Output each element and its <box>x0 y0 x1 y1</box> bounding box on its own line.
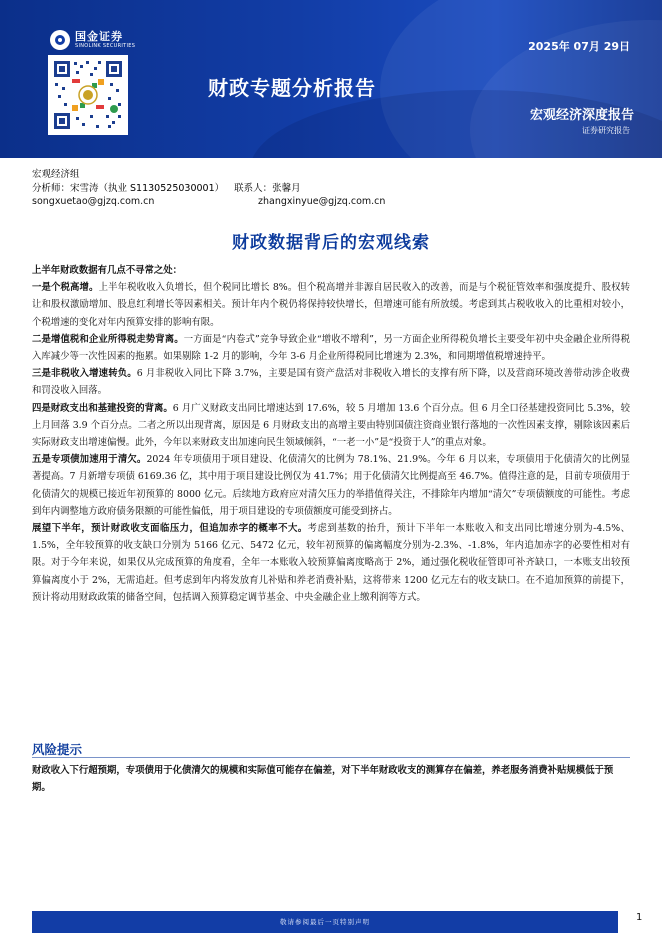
author-block <box>32 168 301 196</box>
paragraph-lead: 二是增值税和企业所得税走势背离。 <box>32 333 184 345</box>
contact-email[interactable]: zhangxinyue@gjzq.com.cn <box>258 196 386 207</box>
paragraph-text: 上半年税收收入负增长，但个税同比增长 8%。但个税高增并非源自居民收入的改善，而是与个税征管效率和强度提升、股权转让和股权激励增加、股息红利增长等因素相关。预计年内个税仍将保持较快增长，但增速可能有所放缓。考虑到其占税收收入的比重相对较小，个税增速的变化对年内预算安排的影响有限。 <box>32 282 630 328</box>
paragraph-text: 考虑到基数的抬升，预计下半年一本账收入和支出同比增速分别为-4.5%、1.5%，全年较预算的收支缺口分别为 5166 亿元、5472 亿元，较年初预算的偏离幅度分别为-2.3%、-1.8%，年内追加赤字的必要性相对有限。对于今年来说，如果仅从完成预算的角度看，全年一本账收入较预算偏离度略高于 2%，通过强化税收征管即可补齐缺口，一本账支出较预算偏离度小于 2%，无需追赶。但考虑到年内将发放育儿补贴和养老消费补贴，这将带来 1200 亿元左右的收支缺口。在不追加预算的前提下，预计将动用财政政策的储备空间，包括调入预算稳定调节基金、中央金融企业上缴利润等方式。 <box>32 523 630 603</box>
contact-info: 联系人：张馨月 <box>234 183 301 194</box>
paragraph-text: 6 月广义财政支出同比增速达到 17.6%，较 5 月增加 13.6 个百分点。但 6 月全口径基建投资同比 5.3%，较上月回落 3.9 个百分点。二者之所以出现背离，原因是 6 月财政支出的高增主要由特别国债注资商业银行落地的一次性因素支撑，剔除该因素后实际财政支出增速偏慢。此外，今年以来财政支出加速向民生领域倾斜，“一老一小”是“投资于人”的重点对象。 <box>32 402 630 449</box>
report-series: 宏观经济深度报告 <box>529 108 634 123</box>
risk-text: 财政收入下行超预期，专项债用于化债清欠的规模和实际值可能存在偏差，对下半年财政收支的测算存在偏差，养老服务消费补贴规模低于预期。 <box>32 765 614 793</box>
report-date: 2025年 07月 29日 <box>528 40 630 53</box>
risk-heading: 风险提示 <box>32 742 83 757</box>
page-number: 1 <box>636 912 643 923</box>
header-banner <box>0 0 662 158</box>
analyst-email[interactable]: songxuetao@gjzq.com.cn <box>32 196 155 207</box>
summary-body <box>32 262 630 606</box>
summary-intro: 上半年财政数据有几点不寻常之处： <box>32 265 183 276</box>
report-category: 证券研究报告 <box>582 126 630 135</box>
summary-paragraph <box>32 365 630 399</box>
logo-icon <box>50 30 70 50</box>
paragraph-text: 2024 年专项债用于项目建设、化债清欠的比例为 78.1%、21.9%。今年 6 月以来，专项债用于化债清欠的比例显著提高。7 月新增专项债 6169.36 亿，其中用于项目建设比例仅为 41.7%；用于化债清欠比例提高至 46.7%。值得注意的是，目前专项债用于化债清欠的规模已接近年初预算的 8000 亿元。后续地方政府应对清欠压力的举措值得关注，不排除年内增加“清欠”专项债额度的可能性。考虑到年内调整地方政府债务限额的可能性偏低，用于项目建设的专项债额度可能受到挤占。 <box>32 454 630 517</box>
paragraph-text: 一方面是“内卷式”竞争导致企业“增收不增利”，另一方面企业所得税负增长主要受年初中央金融企业所得税入库减少等一次性因素的拖累。如果剔除 1-2 月的影响，今年 3-6 月企业所得税同比增速为 2.3%，和同期增值税增速持平。 <box>32 333 630 363</box>
logo-english-name: SINOLINK SECURITIES <box>75 43 136 49</box>
summary-paragraph <box>32 331 630 365</box>
research-group: 宏观经济组 <box>32 169 80 180</box>
analyst-info: 分析师：宋雪涛（执业 S1130525030001） <box>32 183 225 194</box>
logo-name: 国金证券 <box>75 30 123 43</box>
report-type-title: 财政专题分析报告 <box>208 76 376 100</box>
paragraph-lead: 展望下半年，预计财政收支面临压力，但追加赤字的概率不大。 <box>32 523 308 535</box>
company-logo <box>50 30 135 50</box>
summary-paragraph <box>32 451 630 520</box>
footer-disclaimer: 敬请参阅最后一页特别声明 <box>32 911 618 933</box>
paragraph-lead: 三是非税收入增速转负。 <box>32 368 137 380</box>
divider <box>32 757 630 758</box>
paragraph-lead: 一是个税高增。 <box>32 282 99 294</box>
document-title: 财政数据背后的宏观线索 <box>232 233 430 253</box>
summary-paragraph <box>32 279 630 331</box>
qr-code-icon <box>48 55 128 135</box>
paragraph-lead: 五是专项债加速用于清欠。 <box>32 454 147 466</box>
summary-paragraph <box>32 520 630 606</box>
summary-paragraph <box>32 400 630 452</box>
paragraph-lead: 四是财政支出和基建投资的背离。 <box>32 402 173 414</box>
paragraph-text: 6 月非税收入同比下降 3.7%，主要是国有资产盘活对非税收入增长的支撑有所下降，以及营商环境改善带动涉企收费和罚没收入回落。 <box>32 368 630 397</box>
